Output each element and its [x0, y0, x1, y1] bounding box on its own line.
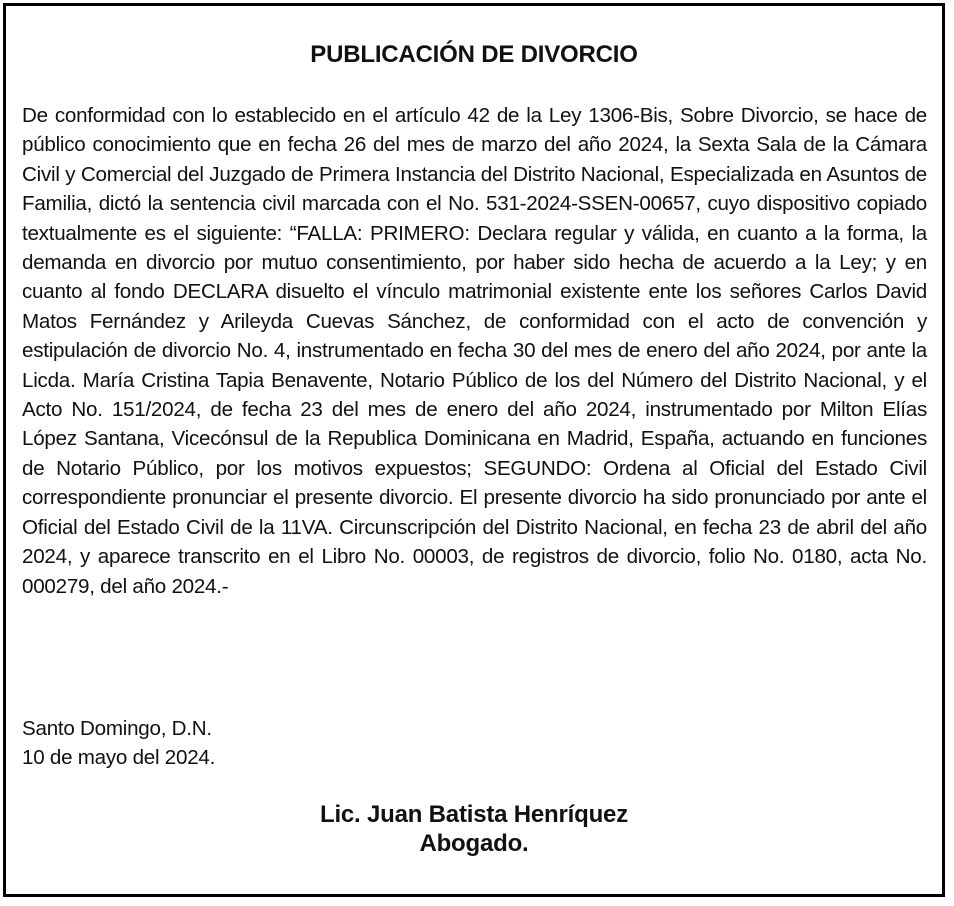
signer-title: Abogado. [419, 830, 529, 857]
signer-name: Lic. Juan Batista Henríquez [319, 801, 628, 828]
legal-notice [3, 3, 945, 897]
place-date-block [22, 714, 215, 772]
notice-body: De conformidad con lo establecido en el artículo 42 de la Ley 1306-Bis, Sobre Divorcio, se hace de público conocimiento que en fecha 26 del mes de marzo del año 2024, la Sexta Sala de la Cámara Civil y Comercial del Juzgado de Primera Instancia del Distrito Nacional, Especializada en Asuntos de Familia, dictó la sentencia civil marcada con el No. 531-2024-SSEN-00657, cuyo dispositivo copiado textualmente es el siguiente: “FALLA: PRIMERO: Declara regular y válida, en cuanto a la forma, la demanda en divorcio por mutuo consentimiento, por haber sido hecha de acuerdo a la Ley; y en cuanto al fondo DECLARA disuelto el vínculo matrimonial existente ente los señores Carlos David Matos Fernández y Arileyda Cuevas Sánchez, de conformidad con el acto de convención y estipulación de divorcio No. 4, instrumentado en fecha 30 del mes de enero del año 2024, por ante la Licda. María Cristina Tapia Benavente, Notario Público de los del Número del Distrito Nacional, y el Acto No. 151/2024, de fecha 23 del mes de enero del año 2024, instrumentado por Milton Elías López Santana, Vicecónsul de la Republica Dominicana en Madrid, España, actuando en funciones de Notario Público, por los motivos expuestos; SEGUNDO: Ordena al Oficial del Estado Civil correspondiente pronunciar el presente divorcio. El presente divorcio ha sido pronunciado por ante el Oficial del Estado Civil de la 11VA. Circunscripción del Distrito Nacional, en fecha 23 de abril del año 2024, y aparece transcrito en el Libro No. 00003, de registros de divorcio, folio No. 0180, acta No. 000279, del año 2024.- [22, 104, 927, 598]
signature-block [6, 800, 942, 858]
notice-date: 10 de mayo del 2024. [22, 746, 216, 769]
notice-title: PUBLICACIÓN DE DIVORCIO [310, 41, 638, 68]
notice-place: Santo Domingo, D.N. [22, 717, 212, 740]
